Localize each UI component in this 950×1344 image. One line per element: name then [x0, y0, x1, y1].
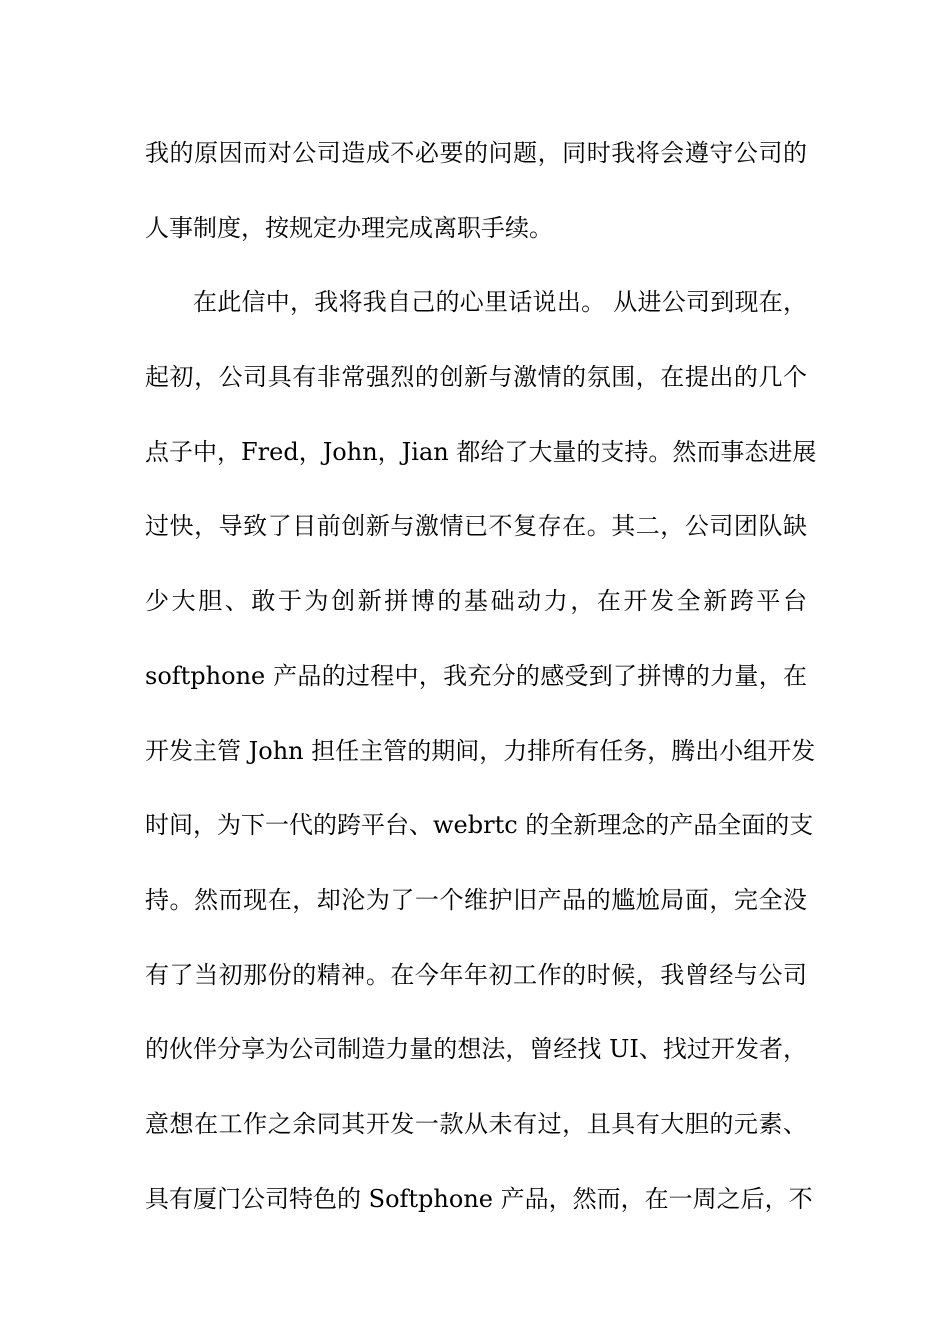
- text-line: 时间，为下一代的跨平台、webrtc 的全新理念的产品全面的支: [145, 811, 814, 840]
- text-line: 少大胆、敢于为创新拼博的基础动力，在开发全新跨平台: [145, 587, 807, 616]
- paragraph-first-line: 在此信中，我将我自己的心里话说出。 从进公司到现在，: [193, 288, 807, 317]
- text-line: 意想在工作之余同其开发一款从未有过，且具有大胆的元素、: [145, 1109, 807, 1138]
- text-line: 我的原因而对公司造成不必要的问题，同时我将会遵守公司的: [145, 139, 807, 167]
- text-line: 起初，公司具有非常强烈的创新与激情的氛围，在提出的几个: [145, 363, 807, 392]
- text-line: 的伙伴分享为公司制造力量的想法，曾经找 UI、找过开发者，: [145, 1035, 807, 1064]
- text-line: 开发主管 John 担任主管的期间，力排所有任务，腾出小组开发: [145, 736, 816, 765]
- text-line: 点子中，Fred，John，Jian 都给了大量的支持。然而事态进展: [145, 437, 817, 466]
- text-line: 人事制度，按规定办理完成离职手续。: [145, 213, 553, 242]
- text-line: 有了当初那份的精神。在今年年初工作的时候，我曾经与公司: [145, 960, 807, 989]
- text-line: 持。然而现在，却沦为了一个维护旧产品的尴尬局面，完全没: [145, 885, 807, 914]
- text-line: softphone 产品的过程中，我充分的感受到了拼博的力量，在: [145, 661, 807, 690]
- text-line: 具有厦门公司特色的 Softphone 产品，然而，在一周之后，不: [145, 1184, 813, 1213]
- text-line: 过快，导致了目前创新与激情已不复存在。其二，公司团队缺: [145, 512, 807, 541]
- letter-body: [145, 133, 817, 1253]
